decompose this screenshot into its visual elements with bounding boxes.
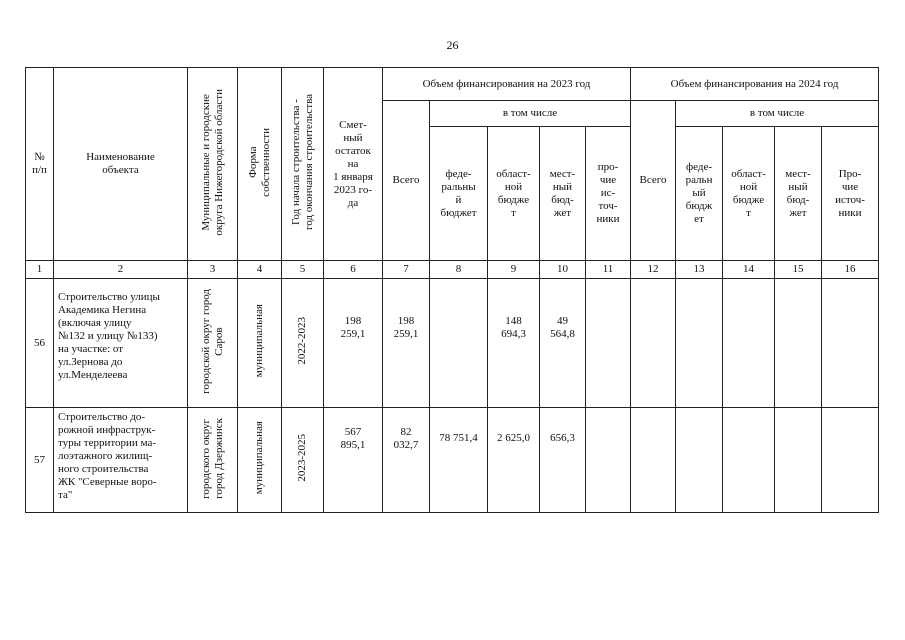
row-regional-2024	[723, 279, 775, 408]
header-estimate: Смет- ный остаток на 1 января 2023 го- да	[324, 68, 383, 261]
row-no: 57	[26, 408, 54, 513]
colnum: 9	[488, 261, 540, 279]
row-federal-2023: 78 751,4	[430, 408, 488, 513]
header-ownership	[238, 68, 282, 261]
row-total-2024	[631, 279, 676, 408]
row-years	[282, 408, 324, 513]
row-local-2023: 656,3	[540, 408, 586, 513]
colnum: 10	[540, 261, 586, 279]
header-incl-2023: в том числе	[430, 101, 631, 127]
row-local-2024	[775, 408, 822, 513]
header-fin-2023: Объем финансирования на 2023 год	[383, 68, 631, 101]
header-no: № п/п	[26, 68, 54, 261]
row-total-2023: 82 032,7	[383, 408, 430, 513]
colnum: 1	[26, 261, 54, 279]
header-total-2024: Всего	[631, 101, 676, 261]
row-ownership	[238, 279, 282, 408]
row-local-2023: 49 564,8	[540, 279, 586, 408]
colnum: 3	[188, 261, 238, 279]
colnum: 6	[324, 261, 383, 279]
row-district-text: городского округ город Дзержинск	[199, 417, 225, 499]
colnum: 14	[723, 261, 775, 279]
header-fin-2024: Объем финансирования на 2024 год	[631, 68, 879, 101]
row-total-2024	[631, 408, 676, 513]
row-district	[188, 279, 238, 408]
table-row	[26, 279, 879, 408]
table-row	[26, 408, 879, 513]
row-federal-2024	[676, 408, 723, 513]
header-local-2024: мест- ный бюд- жет	[775, 127, 822, 261]
header-total-2023: Всего	[383, 101, 430, 261]
row-local-2024	[775, 279, 822, 408]
row-ownership-text: муниципальная	[253, 304, 265, 378]
header-local-2023: мест- ный бюд- жет	[540, 127, 586, 261]
row-no: 56	[26, 279, 54, 408]
colnum: 7	[383, 261, 430, 279]
row-ownership-text: муниципальная	[253, 421, 265, 495]
colnum: 16	[822, 261, 879, 279]
header-district-text: Муниципальные и городские округа Нижегородской области	[199, 88, 225, 236]
row-total-2023: 198 259,1	[383, 279, 430, 408]
colnum: 13	[676, 261, 723, 279]
row-estimate: 198 259,1	[324, 279, 383, 408]
row-federal-2023	[430, 279, 488, 408]
header-years-text: Год начала строительства - год окончания строительства	[289, 94, 315, 230]
row-district-text: городской округ город Саров	[199, 288, 225, 394]
row-ownership	[238, 408, 282, 513]
row-years-text: 2023-2025	[296, 434, 308, 482]
colnum: 4	[238, 261, 282, 279]
header-regional-2023: област- ной бюдже т	[488, 127, 540, 261]
row-regional-2023: 148 694,3	[488, 279, 540, 408]
row-district	[188, 408, 238, 513]
row-estimate: 567 895,1	[324, 408, 383, 513]
row-other-2023	[586, 279, 631, 408]
row-federal-2024	[676, 279, 723, 408]
header-other-2024: Про- чие источ- ники	[822, 127, 879, 261]
colnum: 12	[631, 261, 676, 279]
colnum: 2	[54, 261, 188, 279]
row-years-text: 2022-2023	[296, 317, 308, 365]
row-name: Строительство до- рожной инфраструк- туры территории ма- лоэтажного жилищ- ного строительства ЖК "Северные воро- та"	[54, 408, 188, 513]
colnum: 8	[430, 261, 488, 279]
header-name: Наименование объекта	[54, 68, 188, 261]
header-federal-2023: феде- ральны й бюджет	[430, 127, 488, 261]
row-other-2024	[822, 279, 879, 408]
colnum: 5	[282, 261, 324, 279]
header-other-2023: про- чие ис- точ- ники	[586, 127, 631, 261]
row-regional-2023: 2 625,0	[488, 408, 540, 513]
header-district	[188, 68, 238, 261]
page-number: 26	[446, 38, 459, 52]
row-years	[282, 279, 324, 408]
header-regional-2024: област- ной бюдже т	[723, 127, 775, 261]
colnum: 15	[775, 261, 822, 279]
header-ownership-text: Форма собственности	[246, 127, 272, 197]
row-other-2024	[822, 408, 879, 513]
header-federal-2024: феде- ральн ый бюдж ет	[676, 127, 723, 261]
header-years	[282, 68, 324, 261]
row-regional-2024	[723, 408, 775, 513]
row-other-2023	[586, 408, 631, 513]
colnum: 11	[586, 261, 631, 279]
row-name: Строительство улицы Академика Негина (включая улицу №132 и улицу №133) на участке: от ул.Зернова до ул.Менделеева	[54, 279, 188, 408]
header-incl-2024: в том числе	[676, 101, 879, 127]
financing-table	[25, 67, 879, 513]
